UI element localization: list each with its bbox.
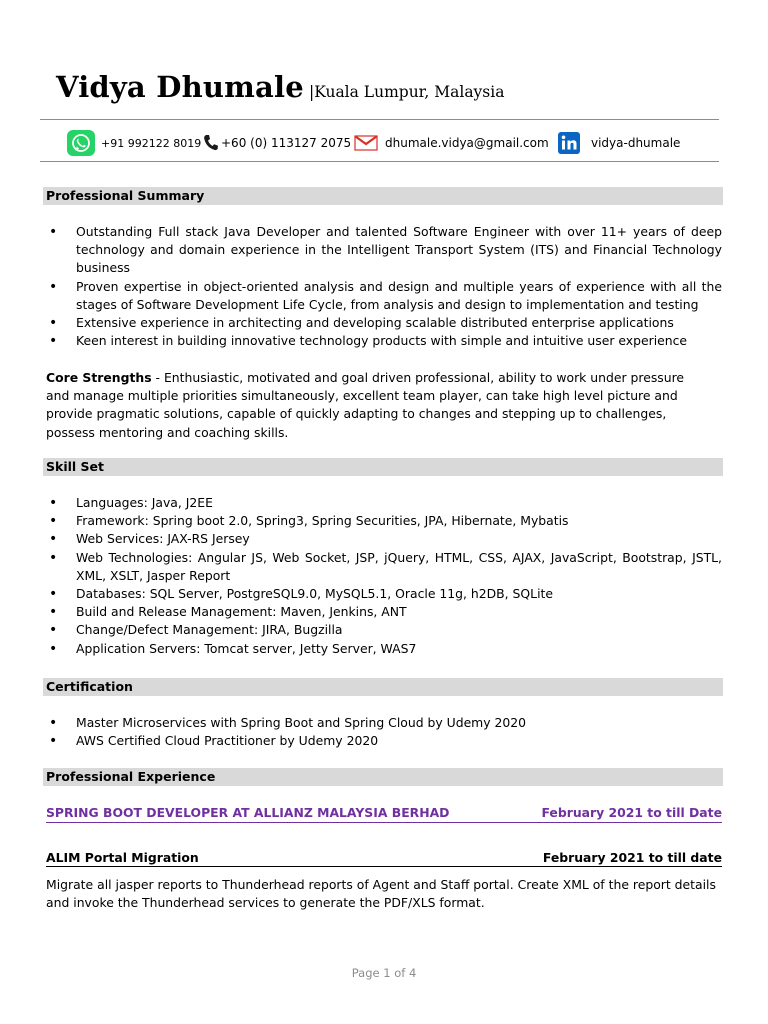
- job-header: [46, 805, 722, 823]
- email-contact: [354, 129, 549, 157]
- job-dates: February 2021 to till Date: [541, 805, 722, 820]
- contact-row: [66, 129, 726, 157]
- list-item: • Web Services: JAX-RS Jersey: [46, 530, 722, 548]
- list-item: • Languages: Java, J2EE: [46, 494, 722, 512]
- phone-icon: [203, 134, 219, 152]
- phone-contact: [203, 129, 351, 157]
- whatsapp-icon: [66, 130, 96, 156]
- project-underline: [46, 866, 722, 867]
- core-strengths-text: - Enthusiastic, motivated and goal driven professional, ability to work under pressure and manage multiple priorities simultaneously, excellent team player, can take high level picture and provide pragmatic solutions, capable of quickly adapting to changes and stepping up to challenges, possess mentoring and coaching skills.: [46, 370, 685, 440]
- linkedin-contact: [558, 129, 680, 157]
- project-description: Migrate all jasper reports to Thunderhead reports of Agent and Staff portal. Create XML of the report details and invoke the Thunderhead services to generate the PDF/XLS format.: [46, 877, 716, 911]
- project-title: ALIM Portal Migration: [46, 850, 199, 865]
- project-dates: February 2021 to till date: [542, 850, 722, 865]
- list-item: • Web Technologies: Angular JS, Web Socket, JSP, jQuery, HTML, CSS, AJAX, JavaScript, Bootstrap, JSTL, XML, XSLT, Jasper Report: [46, 549, 722, 585]
- whatsapp-contact: [66, 129, 201, 157]
- section-heading-experience: Professional Experience: [43, 768, 723, 786]
- email-address[interactable]: dhumale.vidya@gmail.com: [385, 136, 549, 150]
- list-item: • Master Microservices with Spring Boot and Spring Cloud by Udemy 2020: [46, 714, 722, 732]
- list-item: • Extensive experience in architecting and developing scalable distributed enterprise applications: [46, 314, 722, 332]
- section-heading-summary: Professional Summary: [43, 187, 723, 205]
- candidate-name: Vidya Dhumale: [56, 70, 304, 104]
- list-item: • Databases: SQL Server, PostgreSQL9.0, MySQL5.1, Oracle 11g, h2DB, SQLite: [46, 585, 722, 603]
- list-item: • Application Servers: Tomcat server, Jetty Server, WAS7: [46, 640, 722, 658]
- core-strengths: [46, 369, 711, 442]
- job-underline: [46, 822, 722, 823]
- header-top-rule: [40, 119, 719, 120]
- location: Kuala Lumpur, Malaysia: [314, 83, 505, 101]
- job-title: SPRING BOOT DEVELOPER AT ALLIANZ MALAYSIA BERHAD: [46, 805, 450, 820]
- list-item: • AWS Certified Cloud Practitioner by Udemy 2020: [46, 732, 722, 750]
- core-strengths-label: Core Strengths: [46, 370, 152, 385]
- linkedin-icon: [558, 132, 580, 154]
- list-item: • Proven expertise in object-oriented analysis and design and multiple years of experience with all the stages of Software Development Life Cycle, from analysis and design to implementation and testing: [46, 278, 722, 314]
- list-item: • Build and Release Management: Maven, Jenkins, ANT: [46, 603, 722, 621]
- list-item: • Keen interest in building innovative technology products with simple and intuitive user experience: [46, 332, 722, 350]
- page-number: Page 1 of 4: [351, 966, 417, 980]
- skills-list: [46, 494, 722, 658]
- linkedin-handle[interactable]: vidya-dhumale: [591, 136, 681, 150]
- certification-list: [46, 714, 722, 750]
- list-item: • Framework: Spring boot 2.0, Spring3, Spring Securities, JPA, Hibernate, Mybatis: [46, 512, 722, 530]
- header-bottom-rule: [40, 161, 719, 162]
- email-icon: [354, 134, 378, 152]
- section-heading-certification: Certification: [43, 678, 723, 696]
- phone-number[interactable]: +60 (0) 113127 2075: [221, 136, 352, 150]
- list-item: • Change/Defect Management: JIRA, Bugzilla: [46, 621, 722, 639]
- summary-list: [46, 223, 722, 350]
- section-heading-skills: Skill Set: [43, 458, 723, 476]
- whatsapp-number[interactable]: +91 992122 8019: [101, 136, 202, 150]
- header: [56, 70, 504, 104]
- list-item: • Outstanding Full stack Java Developer and talented Software Engineer with over 11+ years of deep technology and domain experience in the Intelligent Transport System (ITS) and Financial Technology business: [46, 223, 722, 278]
- separator: |: [308, 83, 315, 101]
